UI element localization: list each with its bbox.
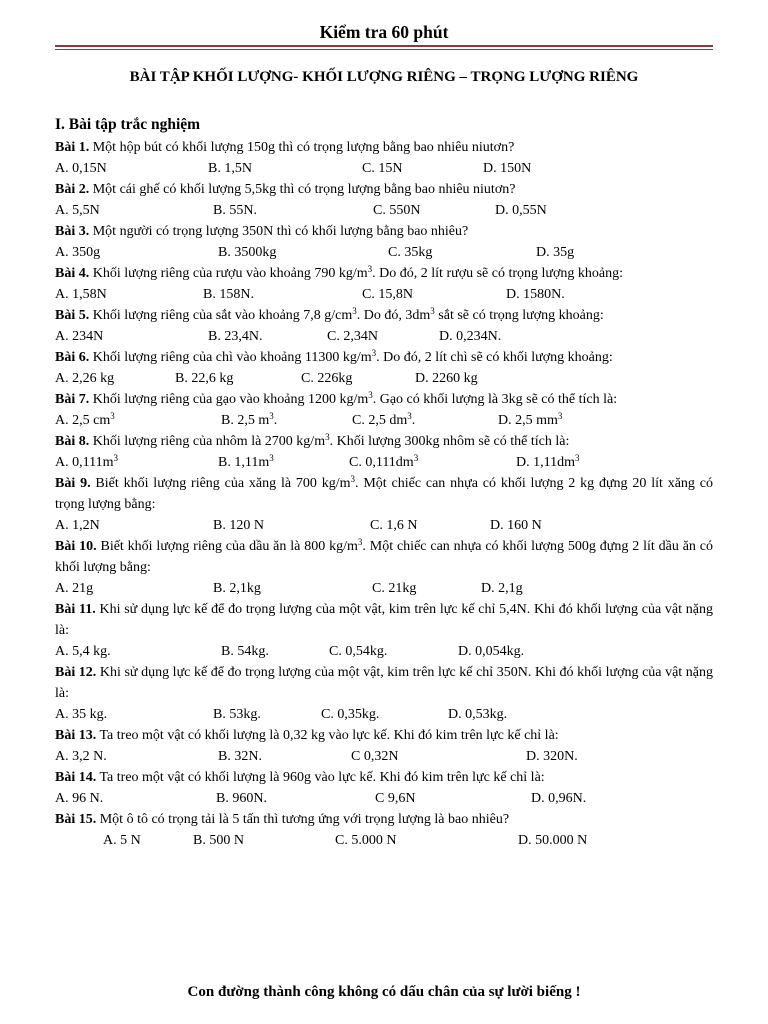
question-text xyxy=(55,137,713,158)
answer-options xyxy=(55,368,713,389)
answer-options xyxy=(55,641,713,662)
question-body: Khối lượng riêng của chì vào khoảng 11300 $kg/m^3$. Do đó, 2 lít chì sẽ có khối lượng khoảng: xyxy=(89,348,613,365)
question-label: Bài 10. xyxy=(55,539,97,554)
answer-option-a: A. 1,2N xyxy=(55,518,100,533)
question-5 xyxy=(55,305,713,347)
question-body: Biết khối lượng riêng của dầu ăn là 800 $kg/m^3$. Một chiếc can nhựa có khối lượng 500g đựng 2 lít dầu ăn có khối lượng bằng: xyxy=(55,537,714,575)
question-body: Ta treo một vật có khối lượng là 960g vào lực kế. Khi đó kim trên lực kế chỉ là: xyxy=(96,770,545,785)
test-duration-title: Kiểm tra 60 phút xyxy=(319,22,449,42)
answer-options xyxy=(55,578,713,599)
question-body: Biết khối lượng riêng của xăng là 700 $kg/m^3$. Một chiếc can nhựa có khối lượng 2 kg đựng 20 lít xăng có trọng lượng bằng: xyxy=(55,474,713,512)
answer-option-d: D. 35g xyxy=(536,245,575,260)
answer-option-a: A. 2,26 kg xyxy=(55,371,115,386)
answer-option-d: D. 0,054kg. xyxy=(458,644,525,659)
answer-option-a: A. 1,58N xyxy=(55,287,107,302)
answer-option-b: B. 120 N xyxy=(213,518,264,533)
answer-option-a: A. 5,5N xyxy=(55,203,100,218)
question-2 xyxy=(55,179,713,221)
question-text xyxy=(55,347,713,368)
answer-option-a: A. 21g xyxy=(55,581,94,596)
question-text xyxy=(55,305,713,326)
question-11 xyxy=(55,599,713,662)
answer-option-b: B. 22,6 kg xyxy=(175,371,234,386)
footer-motto: Con đường thành công không có dấu chân của sự lười biếng ! xyxy=(187,984,581,1000)
answer-option-c: C. 15,8N xyxy=(362,287,413,302)
answer-option-c: C. 35kg xyxy=(388,245,433,260)
answer-option-c: C 0,32N xyxy=(351,749,399,764)
answer-option-d: D. 320N. xyxy=(526,749,578,764)
question-body: Một ô tô có trọng tải là 5 tấn thì tương ứng với trọng lượng là bao nhiêu? xyxy=(96,812,510,827)
answer-option-b: B. 55N. xyxy=(213,203,257,218)
question-text xyxy=(55,221,713,242)
answer-option-c: C. 550N xyxy=(373,203,421,218)
question-label: Bài 14. xyxy=(55,770,97,785)
answer-option-c: C. 21kg xyxy=(372,581,417,596)
question-text xyxy=(55,389,713,410)
question-label: Bài 3. xyxy=(55,224,90,239)
question-text xyxy=(55,809,713,830)
answer-options xyxy=(55,158,713,179)
question-label: Bài 13. xyxy=(55,728,97,743)
question-13 xyxy=(55,725,713,767)
question-label: Bài 11. xyxy=(55,602,96,617)
answer-option-c: C. $0,111dm^3$ xyxy=(349,453,419,470)
question-label: Bài 8. xyxy=(55,434,90,449)
question-text xyxy=(55,179,713,200)
question-body: Một cái ghế có khối lượng 5,5kg thì có trọng lượng bằng bao nhiêu niutơn? xyxy=(89,182,516,197)
answer-option-a: A. 35 kg. xyxy=(55,707,108,722)
answer-option-d: D. 150N xyxy=(483,161,532,176)
question-text xyxy=(55,431,713,452)
answer-options xyxy=(55,830,713,851)
answer-options xyxy=(55,746,713,767)
answer-option-a: A. 96 N. xyxy=(55,791,104,806)
question-text xyxy=(55,767,713,788)
answer-option-b: B. 2,1kg xyxy=(213,581,261,596)
question-label: Bài 9. xyxy=(55,476,91,491)
question-body: Khi sử dụng lực kế để đo trọng lượng của một vật, kim trên lực kế chỉ 350N. Khi đó khối lượng của vật nặng là: xyxy=(55,665,713,701)
answer-option-c: C. 1,6 N xyxy=(370,518,418,533)
section-title: I. Bài tập trắc nghiệm xyxy=(55,116,201,133)
answer-options xyxy=(55,515,713,536)
answer-option-c: C. 2,34N xyxy=(327,329,378,344)
question-10 xyxy=(55,536,713,599)
answer-option-a: A. 5 N xyxy=(103,833,141,848)
answer-options xyxy=(55,326,713,347)
answer-option-b: B. 158N. xyxy=(203,287,254,302)
answer-option-b: B. 2,5 $m^3$. xyxy=(221,411,278,428)
answer-option-d: D. 2,5 $mm^3$ xyxy=(498,411,563,428)
answer-option-a: A. 5,4 kg. xyxy=(55,644,111,659)
answer-option-b: B. 500 N xyxy=(193,833,244,848)
answer-option-d: D. 2,1g xyxy=(481,581,523,596)
answer-option-b: B. $1,11m^3$ xyxy=(218,453,274,470)
answer-option-d: D. 0,96N. xyxy=(531,791,587,806)
answer-option-d: D. 1580N. xyxy=(506,287,565,302)
answer-option-d: D. 2260 kg xyxy=(415,371,478,386)
question-body: Khối lượng riêng của nhôm là 2700 $kg/m^3$. Khối lượng 300kg nhôm sẽ có thể tích là: xyxy=(89,432,570,449)
answer-option-c: C. 226kg xyxy=(301,371,353,386)
answer-options xyxy=(55,410,713,431)
question-1 xyxy=(55,137,713,179)
header-rule-thick xyxy=(55,45,713,47)
question-body: Khối lượng riêng của gạo vào khoảng 1200 $kg/m^3$. Gạo có khối lượng là 3kg sẽ có thể tích là: xyxy=(89,390,618,407)
question-6 xyxy=(55,347,713,389)
question-label: Bài 4. xyxy=(55,266,90,281)
answer-option-c: C. 15N xyxy=(362,161,403,176)
question-body: Khi sử dụng lực kế để đo trọng lượng của một vật, kim trên lực kế chỉ 5,4N. Khi đó khối lượng của vật nặng là: xyxy=(55,602,714,638)
answer-option-d: D. 50.000 N xyxy=(518,833,588,848)
worksheet-title: BÀI TẬP KHỐI LƯỢNG- KHỐI LƯỢNG RIÊNG – TRỌNG LƯỢNG RIÊNG xyxy=(129,69,639,85)
answer-option-c: C. 2,5 $dm^3$. xyxy=(352,411,416,428)
question-body: Ta treo một vật có khối lượng là 0,32 kg vào lực kế. Khi đó kim trên lực kế chỉ là: xyxy=(96,728,559,743)
answer-option-a: A. 350g xyxy=(55,245,101,260)
answer-option-a: A. 234N xyxy=(55,329,104,344)
question-body: Một người có trọng lượng 350N thì có khối lượng bằng bao nhiêu? xyxy=(89,224,469,239)
answer-options xyxy=(55,284,713,305)
question-label: Bài 2. xyxy=(55,182,90,197)
answer-option-b: B. 960N. xyxy=(216,791,267,806)
answer-options xyxy=(55,242,713,263)
question-14 xyxy=(55,767,713,809)
question-text xyxy=(55,599,713,641)
question-label: Bài 1. xyxy=(55,140,90,155)
question-text xyxy=(55,536,713,578)
answer-options xyxy=(55,788,713,809)
question-label: Bài 12. xyxy=(55,665,97,680)
answer-option-d: D. 0,234N. xyxy=(439,329,502,344)
question-text xyxy=(55,263,713,284)
question-body: Khối lượng riêng của sắt vào khoảng 7,8 $g/cm^3$. Do đó, $3dm^3$ sắt sẽ có trọng lượng khoảng: xyxy=(89,306,604,323)
question-7 xyxy=(55,389,713,431)
answer-option-d: D. 0,55N xyxy=(495,203,547,218)
answer-options xyxy=(55,200,713,221)
question-label: Bài 7. xyxy=(55,392,90,407)
answer-option-b: B. 53kg. xyxy=(213,707,261,722)
question-12 xyxy=(55,662,713,725)
question-text xyxy=(55,725,713,746)
question-9 xyxy=(55,473,713,536)
header-rule-thin xyxy=(55,49,713,50)
question-4 xyxy=(55,263,713,305)
answer-options xyxy=(55,704,713,725)
answer-option-d: D. 160 N xyxy=(490,518,542,533)
question-body: Khối lượng riêng của rượu vào khoảng 790 $kg/m^3$. Do đó, 2 lít rượu sẽ có trọng lượng khoảng: xyxy=(89,264,624,281)
question-body: Một hộp bút có khối lượng 150g thì có trọng lượng bằng bao nhiêu niutơn? xyxy=(89,140,515,155)
question-3 xyxy=(55,221,713,263)
answer-option-b: B. 1,5N xyxy=(208,161,252,176)
answer-option-b: B. 54kg. xyxy=(221,644,269,659)
question-15 xyxy=(55,809,713,851)
answer-option-d: D. $1,11dm^3$ xyxy=(516,453,580,470)
answer-option-a: A. $0,111m^3$ xyxy=(55,453,118,470)
answer-option-b: B. 3500kg xyxy=(218,245,277,260)
question-label: Bài 6. xyxy=(55,350,90,365)
answer-option-d: D. 0,53kg. xyxy=(448,707,508,722)
answer-option-a: A. 2,5 $cm^3$ xyxy=(55,411,115,428)
answer-option-b: B. 32N. xyxy=(218,749,262,764)
question-text xyxy=(55,473,713,515)
answer-options xyxy=(55,452,713,473)
question-text xyxy=(55,662,713,704)
question-list xyxy=(55,137,713,851)
answer-option-c: C 9,6N xyxy=(375,791,416,806)
answer-option-c: C. 5.000 N xyxy=(335,833,397,848)
question-label: Bài 15. xyxy=(55,812,97,827)
answer-option-c: C. 0,54kg. xyxy=(329,644,388,659)
answer-option-a: A. 3,2 N. xyxy=(55,749,107,764)
question-label: Bài 5. xyxy=(55,308,90,323)
answer-option-b: B. 23,4N. xyxy=(208,329,263,344)
answer-option-c: C. 0,35kg. xyxy=(321,707,380,722)
question-8 xyxy=(55,431,713,473)
answer-option-a: A. 0,15N xyxy=(55,161,107,176)
